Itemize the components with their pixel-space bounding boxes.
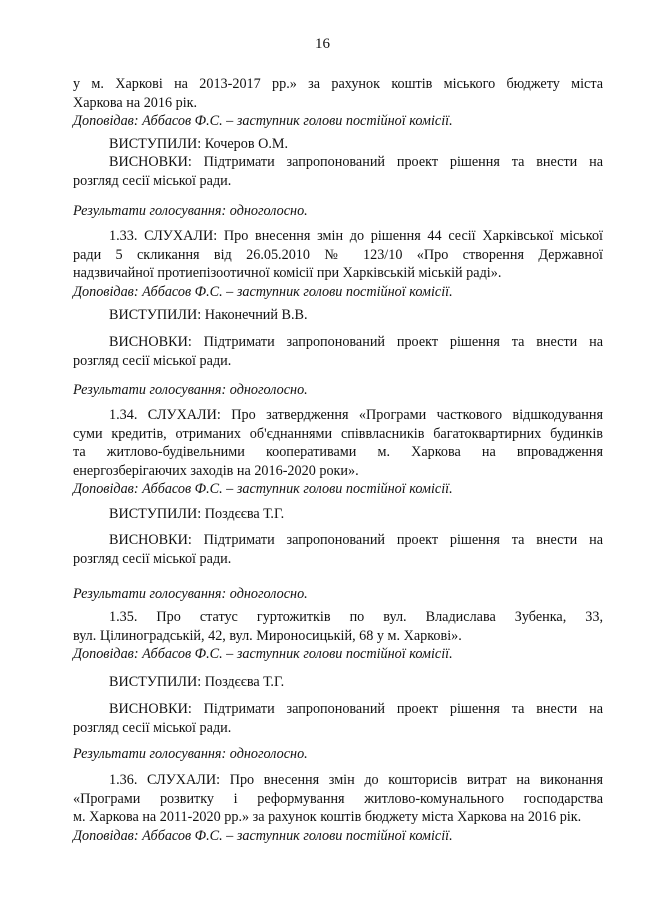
text-line: енергозберігаючих заходів на 2016-2020 роки». xyxy=(73,462,359,479)
page-number: 16 xyxy=(315,36,330,52)
text-line: суми кредитів, отриманих об'єднаннями співвласників багатоквартирних будинків xyxy=(73,425,603,442)
text-line: Харкова на 2016 рік. xyxy=(73,94,198,111)
text-line: вул. Цілиноградській, 42, вул. Мироносицькій, 68 у м. Харкові». xyxy=(73,627,462,644)
spoke-text: ВИСТУПИЛИ: Поздєєва Т.Г. xyxy=(109,674,285,690)
spoke-text: ВИСТУПИЛИ: Наконечний В.В. xyxy=(109,307,308,323)
text-line: ради 5 скликання від 26.05.2010 № 123/10 «Про створення Державної xyxy=(73,246,603,263)
text-line: 1.33. СЛУХАЛИ: Про внесення змін до рішення 44 сесії Харківської міської xyxy=(109,228,603,244)
heard-paragraph-1-34 xyxy=(73,406,603,499)
text-line: 1.36. СЛУХАЛИ: Про внесення змін до кошторисів витрат на виконання xyxy=(109,772,603,788)
spoke-line xyxy=(73,673,603,692)
reporter-line: Доповідав: Аббасов Ф.С. – заступник голови постійної комісії. xyxy=(73,283,453,300)
conclusion-paragraph xyxy=(73,153,603,190)
reporter-line: Доповідав: Аббасов Ф.С. – заступник голови постійної комісії. xyxy=(73,646,453,662)
vote-result: Результати голосування: одноголосно. xyxy=(73,203,308,219)
intro-paragraph xyxy=(73,75,603,131)
vote-result: Результати голосування: одноголосно. xyxy=(73,746,308,762)
text-line: ВИСНОВКИ: Підтримати запропонований проект рішення та внести на xyxy=(109,532,603,548)
reporter-line: Доповідав: Аббасов Ф.С. – заступник голови постійної комісії. xyxy=(73,113,453,129)
heard-paragraph-1-35 xyxy=(73,608,603,664)
heard-paragraph-1-36 xyxy=(73,771,603,845)
reporter-line: Доповідав: Аббасов Ф.С. – заступник голови постійної комісії. xyxy=(73,827,453,844)
vote-result: Результати голосування: одноголосно. xyxy=(73,382,308,398)
text-line: надзвичайної протиепізоотичної комісії при Харківській міській раді». xyxy=(73,265,502,281)
conclusion-paragraph xyxy=(73,531,603,568)
text-line: розгляд сесії міської ради. xyxy=(73,719,232,736)
text-line: ВИСНОВКИ: Підтримати запропонований проект рішення та внести на xyxy=(109,154,603,170)
text-line: розгляд сесії міської ради. xyxy=(73,550,232,567)
reporter-line: Доповідав: Аббасов Ф.С. – заступник голови постійної комісії. xyxy=(73,481,453,497)
text-line: «Програми розвитку і реформування житлово-комунального господарства xyxy=(73,790,603,807)
text-line: ВИСНОВКИ: Підтримати запропонований проект рішення та внести на xyxy=(109,334,603,350)
text-line: та житлово-будівельними кооперативами м. Харкова на впровадження xyxy=(73,444,603,460)
spoke-text: ВИСТУПИЛИ: Кочеров О.М. xyxy=(109,136,289,152)
text-line: 1.34. СЛУХАЛИ: Про затвердження «Програми часткового відшкодування xyxy=(109,407,603,423)
text-line: у м. Харкові на 2013-2017 рр.» за рахунок коштів міського бюджету міста xyxy=(73,76,603,92)
text-line: м. Харкова на 2011-2020 рр.» за рахунок коштів бюджету міста Харкова на 2016 рік. xyxy=(73,809,582,825)
spoke-text: ВИСТУПИЛИ: Поздєєва Т.Г. xyxy=(109,506,285,522)
text-line: розгляд сесії міської ради. xyxy=(73,172,232,189)
text-line: розгляд сесії міської ради. xyxy=(73,352,232,369)
text-line: 1.35. Про статус гуртожитків по вул. Владислава Зубенка, 33, xyxy=(109,609,603,625)
conclusion-paragraph xyxy=(73,700,603,737)
vote-result: Результати голосування: одноголосно. xyxy=(73,586,308,602)
spoke-line xyxy=(73,306,603,325)
heard-paragraph-1-33 xyxy=(73,227,603,301)
spoke-line xyxy=(73,505,603,524)
text-line: ВИСНОВКИ: Підтримати запропонований проект рішення та внести на xyxy=(109,701,603,717)
spoke-line xyxy=(73,135,603,154)
conclusion-paragraph xyxy=(73,333,603,370)
